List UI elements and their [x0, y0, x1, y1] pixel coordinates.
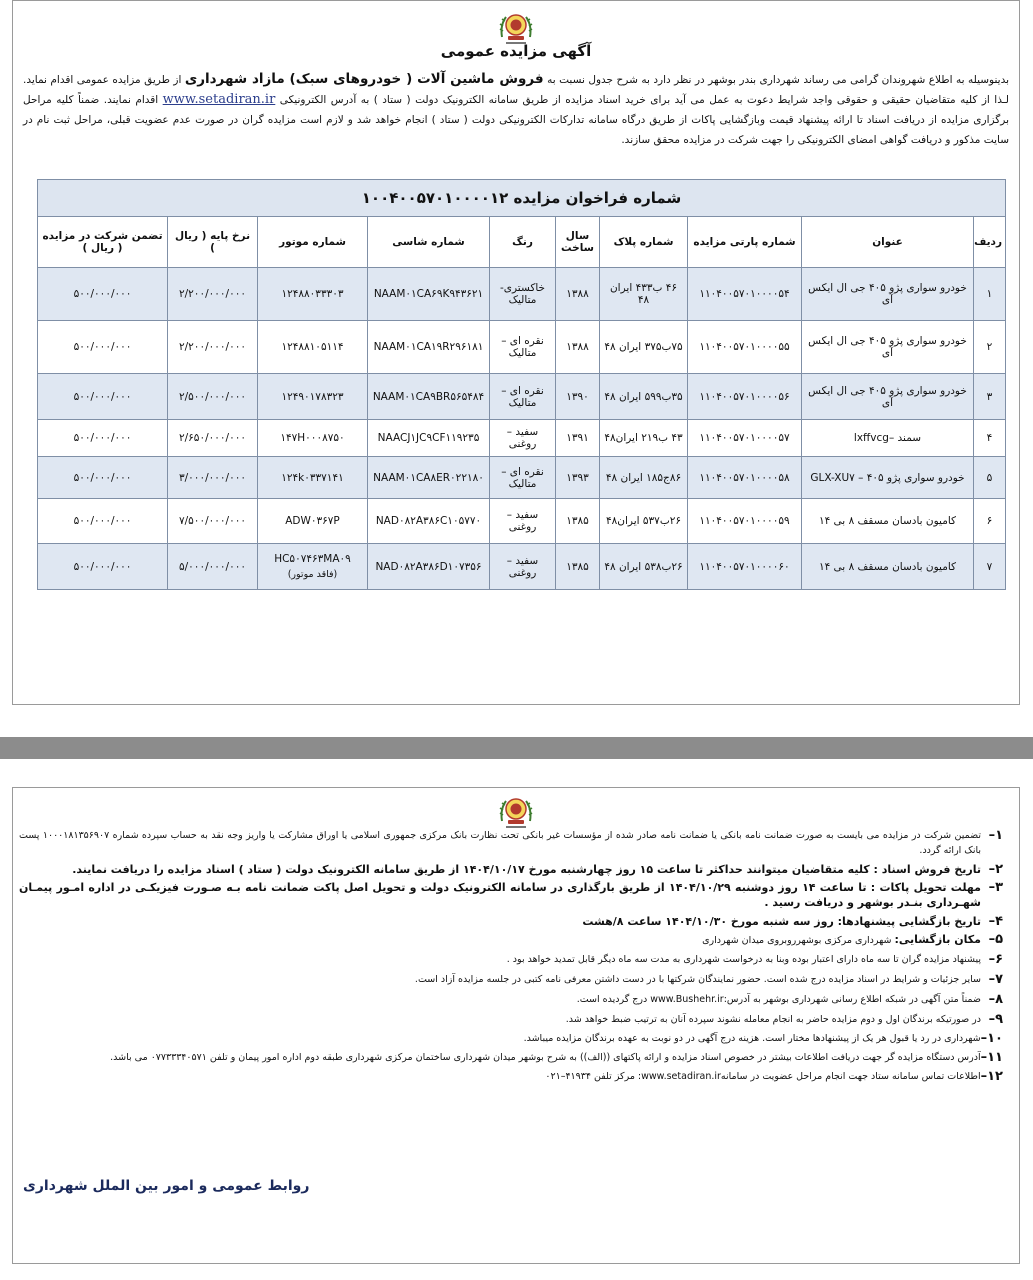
cell-deposit: ۵۰۰/۰۰۰/۰۰۰ [38, 321, 168, 374]
engine-number: ۱۴۷H۰۰۰۸۷۵۰ [280, 432, 345, 444]
cell-engine [258, 420, 368, 457]
list-item [19, 1069, 1003, 1084]
cell-year: ۱۳۸۸ [556, 268, 600, 321]
item-number: ۸– [988, 992, 1003, 1007]
cell-title: خودرو سواری پژو ۴۰۵ جی ال ایکس آی [802, 374, 974, 420]
item-text: اطلاعات تماس سامانه ستاد جهت انجام مراحل عضویت در سامانهwww.setadiran.ir: مرکز تلفن ۴۱۹۳۴–۰۲۱ [545, 1071, 981, 1082]
intro-text-3: اقدام نمایند. ضمناً کلیه مراحل برگزاری مزایده از دریافت اسناد تا ارائه پیشنهاد قیمت وبازگشایی پاکات از طریق درگاه سامانه تدارکات الکترونیکی دولت ( ستاد ) انجام خواهد شد و لازم است مزایده گران در صورت عدم عضویت قبلی، مراحل ثبت نام در سایت مذکور و دریافت گواهی امضای الکترونیکی را جهت شرکت در مزایده محقق سازند. [23, 94, 1009, 146]
item-text [19, 932, 981, 948]
table-row [38, 374, 1006, 420]
auction-call-number: شماره فراخوان مزایده ۱۰۰۴۰۰۵۷۰۱۰۰۰۰۱۲ [37, 179, 1006, 216]
item-number: ۱۱– [980, 1050, 1003, 1065]
cell-base-price: ۲/۲۰۰/۰۰۰/۰۰۰ [168, 321, 258, 374]
cell-year: ۱۳۹۳ [556, 457, 600, 499]
cell-engine [258, 268, 368, 321]
intro-text-2: از طریق مزایده عمومی اقدام نماید. لـذا از کلیه متقاضیان حقیقی و حقوقی واجد شرایط دعوت به عمل می آید برای خرید اسناد مزایده از طریق سامانه الکترونیک دولت ( ستاد ) به آدرس الکترونیکی [23, 74, 1009, 106]
cell-plate: ۴۳ ب۲۱۹ ایران۴۸ [600, 420, 688, 457]
header-row-number: ردیف [974, 217, 1006, 268]
cell-engine [258, 374, 368, 420]
list-item [19, 1050, 1003, 1065]
table-row [38, 544, 1006, 590]
cell-title: خودرو سواری پژو ۴۰۵ جی ال ایکس آی [802, 268, 974, 321]
cell-year: ۱۳۸۵ [556, 544, 600, 590]
cell-year: ۱۳۹۱ [556, 420, 600, 457]
announcement-page-2 [12, 787, 1020, 1264]
cell-engine [258, 499, 368, 544]
item-number: ۲– [988, 862, 1003, 877]
list-item [19, 862, 1003, 877]
engine-number: ADW۰۳۶۷P [285, 515, 340, 527]
cell-row-number: ۷ [974, 544, 1006, 590]
cell-color: سفید – روغنی [490, 499, 556, 544]
item-number: ۴– [988, 914, 1003, 929]
cell-title: سمند –lxffvcg [802, 420, 974, 457]
engine-number: ۱۲۴۸۸۱۰۵۱۱۴ [281, 341, 344, 353]
item-number: ۵– [988, 932, 1003, 947]
cell-plate: ۳۵ب۵۹۹ ایران ۴۸ [600, 374, 688, 420]
cell-row-number: ۴ [974, 420, 1006, 457]
item-text: در صورتیکه برندگان اول و دوم مزایده حاضر به انجام معامله نشوند سپرده آنان به ترتیب ضبط خواهد شد. [565, 1014, 981, 1025]
item-text: تاریخ بازگشایی پیشنهادها: روز سه شنبه مورخ ۱۴۰۴/۱۰/۳۰ ساعت ۸/هشت [582, 915, 981, 928]
header-color: رنگ [490, 217, 556, 268]
item-number: ۱۲– [980, 1069, 1003, 1084]
header-chassis: شماره شاسی [368, 217, 490, 268]
page-separator [0, 737, 1033, 759]
cell-deposit: ۵۰۰/۰۰۰/۰۰۰ [38, 374, 168, 420]
cell-title: خودرو سواری پژو ۴۰۵ – GLX-XU۷ [802, 457, 974, 499]
header-deposit: تضمن شرکت در مزایده ( ریال ) [38, 217, 168, 268]
municipality-emblem-icon [496, 791, 536, 831]
header-title: عنوان [802, 217, 974, 268]
conditions-list [19, 828, 1003, 1084]
cell-chassis: NAD۰۸۲A۳۸۶C۱۰۵۷۷۰ [368, 499, 490, 544]
engine-number: ۱۲۴۹۰۱۷۸۳۲۳ [281, 390, 344, 403]
item-text: تاریخ فروش اسناد : کلیه متقاضیان میتوانند حداکثر تا ساعت ۱۵ روز چهارشنبه مورخ ۱۴۰۴/۱۰/۱۷ از طریق سامانه الکترونیک دولت ( ستاد ) اسناد مزایده را دریافت نمایند. [72, 863, 981, 876]
cell-deposit: ۵۰۰/۰۰۰/۰۰۰ [38, 544, 168, 590]
cell-chassis: NAAM۰۱CA۹BR۵۶۵۴۸۴ [368, 374, 490, 420]
cell-engine [258, 544, 368, 590]
cell-base-price: ۲/۵۰۰/۰۰۰/۰۰۰ [168, 374, 258, 420]
cell-row-number: ۳ [974, 374, 1006, 420]
cell-color: نقره ای – متالیک [490, 374, 556, 420]
cell-base-price: ۷/۵۰۰/۰۰۰/۰۰۰ [168, 499, 258, 544]
municipality-emblem-icon [496, 7, 536, 47]
auction-table-container [37, 179, 1005, 590]
setadiran-link[interactable]: www.setadiran.ir [162, 92, 276, 107]
cell-party: ۱۱۰۴۰۰۵۷۰۱۰۰۰۰۶۰ [688, 544, 802, 590]
item-text: ضمناً متن آگهی در شبکه اطلاع رسانی شهرداری بوشهر به آدرس:www.Bushehr.ir درج گردیده است. [576, 994, 981, 1005]
engine-number: ۱۲۴k۰۳۳۷۱۴۱ [281, 471, 344, 484]
cell-title: کامیون بادسان مسقف ۸ بی ۱۴ [802, 544, 974, 590]
item-text: پیشنهاد مزایده گران تا سه ماه دارای اعتبار بوده وبنا به درخواست شهرداری به مدت سه ماه دیگر قابل تمدید خواهد بود . [506, 954, 981, 965]
list-item [19, 1031, 1003, 1046]
cell-deposit: ۵۰۰/۰۰۰/۰۰۰ [38, 499, 168, 544]
cell-party: ۱۱۰۴۰۰۵۷۰۱۰۰۰۰۵۷ [688, 420, 802, 457]
signoff: روابط عمومی و امور بین الملل شهرداری [23, 1178, 310, 1194]
item-number: ۱– [988, 828, 1003, 843]
cell-color: سفید – روغنی [490, 544, 556, 590]
auction-table [37, 179, 1006, 590]
cell-color: نقره ای – متالیک [490, 321, 556, 374]
cell-row-number: ۶ [974, 499, 1006, 544]
engine-number: ۱۲۴۸۸۰۳۳۳۰۳ [281, 288, 344, 300]
list-item [19, 914, 1003, 929]
item-text: تضمین شرکت در مزایده می بایست به صورت ضمانت نامه بانکی یا ضمانت نامه صادر شده از مؤسسات غیر بانکی تحت نظارت بانک مرکزی جمهوری اسلامی یا اوراق مشارکت یا واریز وجه نقد به حساب سپرده شماره ۱۰۰۰۱۸۱۳۵۶۹۰۷ پست بانک ارائه گردد. [19, 830, 982, 856]
cell-chassis: NAACJ۱JC۹CF۱۱۹۲۳۵ [368, 420, 490, 457]
cell-plate: ۴۶ ب۴۳۳ ایران ۴۸ [600, 268, 688, 321]
table-header-row [38, 217, 1006, 268]
item-number: ۱۰– [980, 1031, 1003, 1046]
list-item [19, 880, 1003, 910]
cell-plate: ۸۶ج۱۸۵ ایران ۴۸ [600, 457, 688, 499]
cell-party: ۱۱۰۴۰۰۵۷۰۱۰۰۰۰۵۴ [688, 268, 802, 321]
cell-base-price: ۳/۰۰۰/۰۰۰/۰۰۰ [168, 457, 258, 499]
item-text: مهلت تحویل پاکات : تا ساعت ۱۴ روز دوشنبه ۱۴۰۴/۱۰/۲۹ از طریق بارگذاری در سامانه الکترونیک دولت و تحویل اصل پاکت ضمانت نامه بـه صـورت فیزیکـی در اداره امـور پیمـان شهـرداری بنـدر بوشهر و دریافت رسید . [19, 881, 981, 909]
cell-year: ۱۳۸۸ [556, 321, 600, 374]
cell-deposit: ۵۰۰/۰۰۰/۰۰۰ [38, 457, 168, 499]
table-row [38, 457, 1006, 499]
list-item [19, 828, 1003, 858]
intro-emphasis: فروش ماشین آلات ( خودروهای سبک) مازاد شهرداری [184, 71, 544, 87]
list-item [19, 992, 1003, 1007]
cell-deposit: ۵۰۰/۰۰۰/۰۰۰ [38, 268, 168, 321]
header-year: سال ساخت [556, 217, 600, 268]
item-value: شهرداری مرکزی بوشهرروبروی میدان شهرداری [702, 935, 892, 946]
cell-row-number: ۵ [974, 457, 1006, 499]
cell-color: نقره ای – متالیک [490, 457, 556, 499]
item-text: شهرداری در رد یا قبول هر یک از پیشنهادها مختار است. هزینه درج آگهی در دو نوبت به عهده برندگان مزایده میباشد. [523, 1033, 981, 1044]
engine-number: HC۵۰۷۴۶۳MA۰۹ [274, 553, 351, 565]
cell-base-price: ۲/۶۵۰/۰۰۰/۰۰۰ [168, 420, 258, 457]
cell-engine [258, 321, 368, 374]
cell-color: سفید – روغنی [490, 420, 556, 457]
header-party-number: شماره پارتی مزایده [688, 217, 802, 268]
cell-row-number: ۲ [974, 321, 1006, 374]
item-number: ۹– [988, 1012, 1003, 1027]
item-text: سایر جزئیات و شرایط در اسناد مزایده درج شده است. حضور نمایندگان شرکتها با در دست داشتن معرفی نامه کتبی در جلسه مزایده آزاد است. [414, 974, 981, 985]
item-number: ۶– [988, 952, 1003, 967]
announcement-page-1 [12, 0, 1020, 705]
intro-text-1: بدینوسیله به اطلاع شهروندان گرامی می رساند شهرداری بندر بوشهر در نظر دارد به شرح جدول نسبت به [547, 74, 1010, 86]
cell-party: ۱۱۰۴۰۰۵۷۰۱۰۰۰۰۵۶ [688, 374, 802, 420]
item-number: ۷– [988, 972, 1003, 987]
cell-party: ۱۱۰۴۰۰۵۷۰۱۰۰۰۰۵۸ [688, 457, 802, 499]
list-item [19, 1012, 1003, 1027]
cell-title: کامیون بادسان مسقف ۸ بی ۱۴ [802, 499, 974, 544]
cell-party: ۱۱۰۴۰۰۵۷۰۱۰۰۰۰۵۵ [688, 321, 802, 374]
cell-chassis: NAAM۰۱CA۶۹K۹۴۳۶۲۱ [368, 268, 490, 321]
list-item [19, 932, 1003, 948]
list-item [19, 972, 1003, 987]
cell-base-price: ۵/۰۰۰/۰۰۰/۰۰۰ [168, 544, 258, 590]
header-plate: شماره پلاک [600, 217, 688, 268]
cell-year: ۱۳۸۵ [556, 499, 600, 544]
table-row [38, 321, 1006, 374]
page-title: آگهی مزایده عمومی [440, 42, 592, 60]
cell-chassis: NAAM۰۱CA۱۹R۲۹۶۱۸۱ [368, 321, 490, 374]
cell-plate: ۲۶ب۵۳۷ ایران۴۸ [600, 499, 688, 544]
intro-paragraph [23, 69, 1009, 150]
cell-row-number: ۱ [974, 268, 1006, 321]
item-text: آدرس دستگاه مزایده گر جهت دریافت اطلاعات بیشتر در خصوص اسناد مزایده و ارائه پاکتهای ((الف)) به شرح بوشهر میدان شهرداری ساختمان مرکزی شهرداری طبقه دوم اداره امور پیمان و تلفن ۰۷۷۳۳۳۴۰۵۷۱ می باشد. [110, 1052, 981, 1063]
cell-year: ۱۳۹۰ [556, 374, 600, 420]
cell-deposit: ۵۰۰/۰۰۰/۰۰۰ [38, 420, 168, 457]
cell-base-price: ۲/۲۰۰/۰۰۰/۰۰۰ [168, 268, 258, 321]
cell-chassis: NAD۰۸۲A۳۸۶D۱۰۷۳۵۶ [368, 544, 490, 590]
cell-title: خودرو سواری پژو ۴۰۵ جی ال ایکس آی [802, 321, 974, 374]
item-label: مکان بازگشایی: [894, 933, 981, 946]
header-engine: شماره موتور [258, 217, 368, 268]
item-number: ۳– [988, 880, 1003, 895]
table-row [38, 268, 1006, 321]
table-row [38, 420, 1006, 457]
cell-plate: ۷۵ب۳۷۵ ایران ۴۸ [600, 321, 688, 374]
list-item [19, 952, 1003, 967]
header-base-price: نرخ پایه ( ریال ) [168, 217, 258, 268]
cell-party: ۱۱۰۴۰۰۵۷۰۱۰۰۰۰۵۹ [688, 499, 802, 544]
table-row [38, 499, 1006, 544]
cell-chassis: NAAM۰۱CA۸ER۰۲۲۱۸۰ [368, 457, 490, 499]
cell-plate: ۲۶ب۵۳۸ ایران ۴۸ [600, 544, 688, 590]
cell-color: خاکستری- متالیک [490, 268, 556, 321]
cell-engine [258, 457, 368, 499]
engine-note: (فاقد موتور) [287, 569, 338, 580]
